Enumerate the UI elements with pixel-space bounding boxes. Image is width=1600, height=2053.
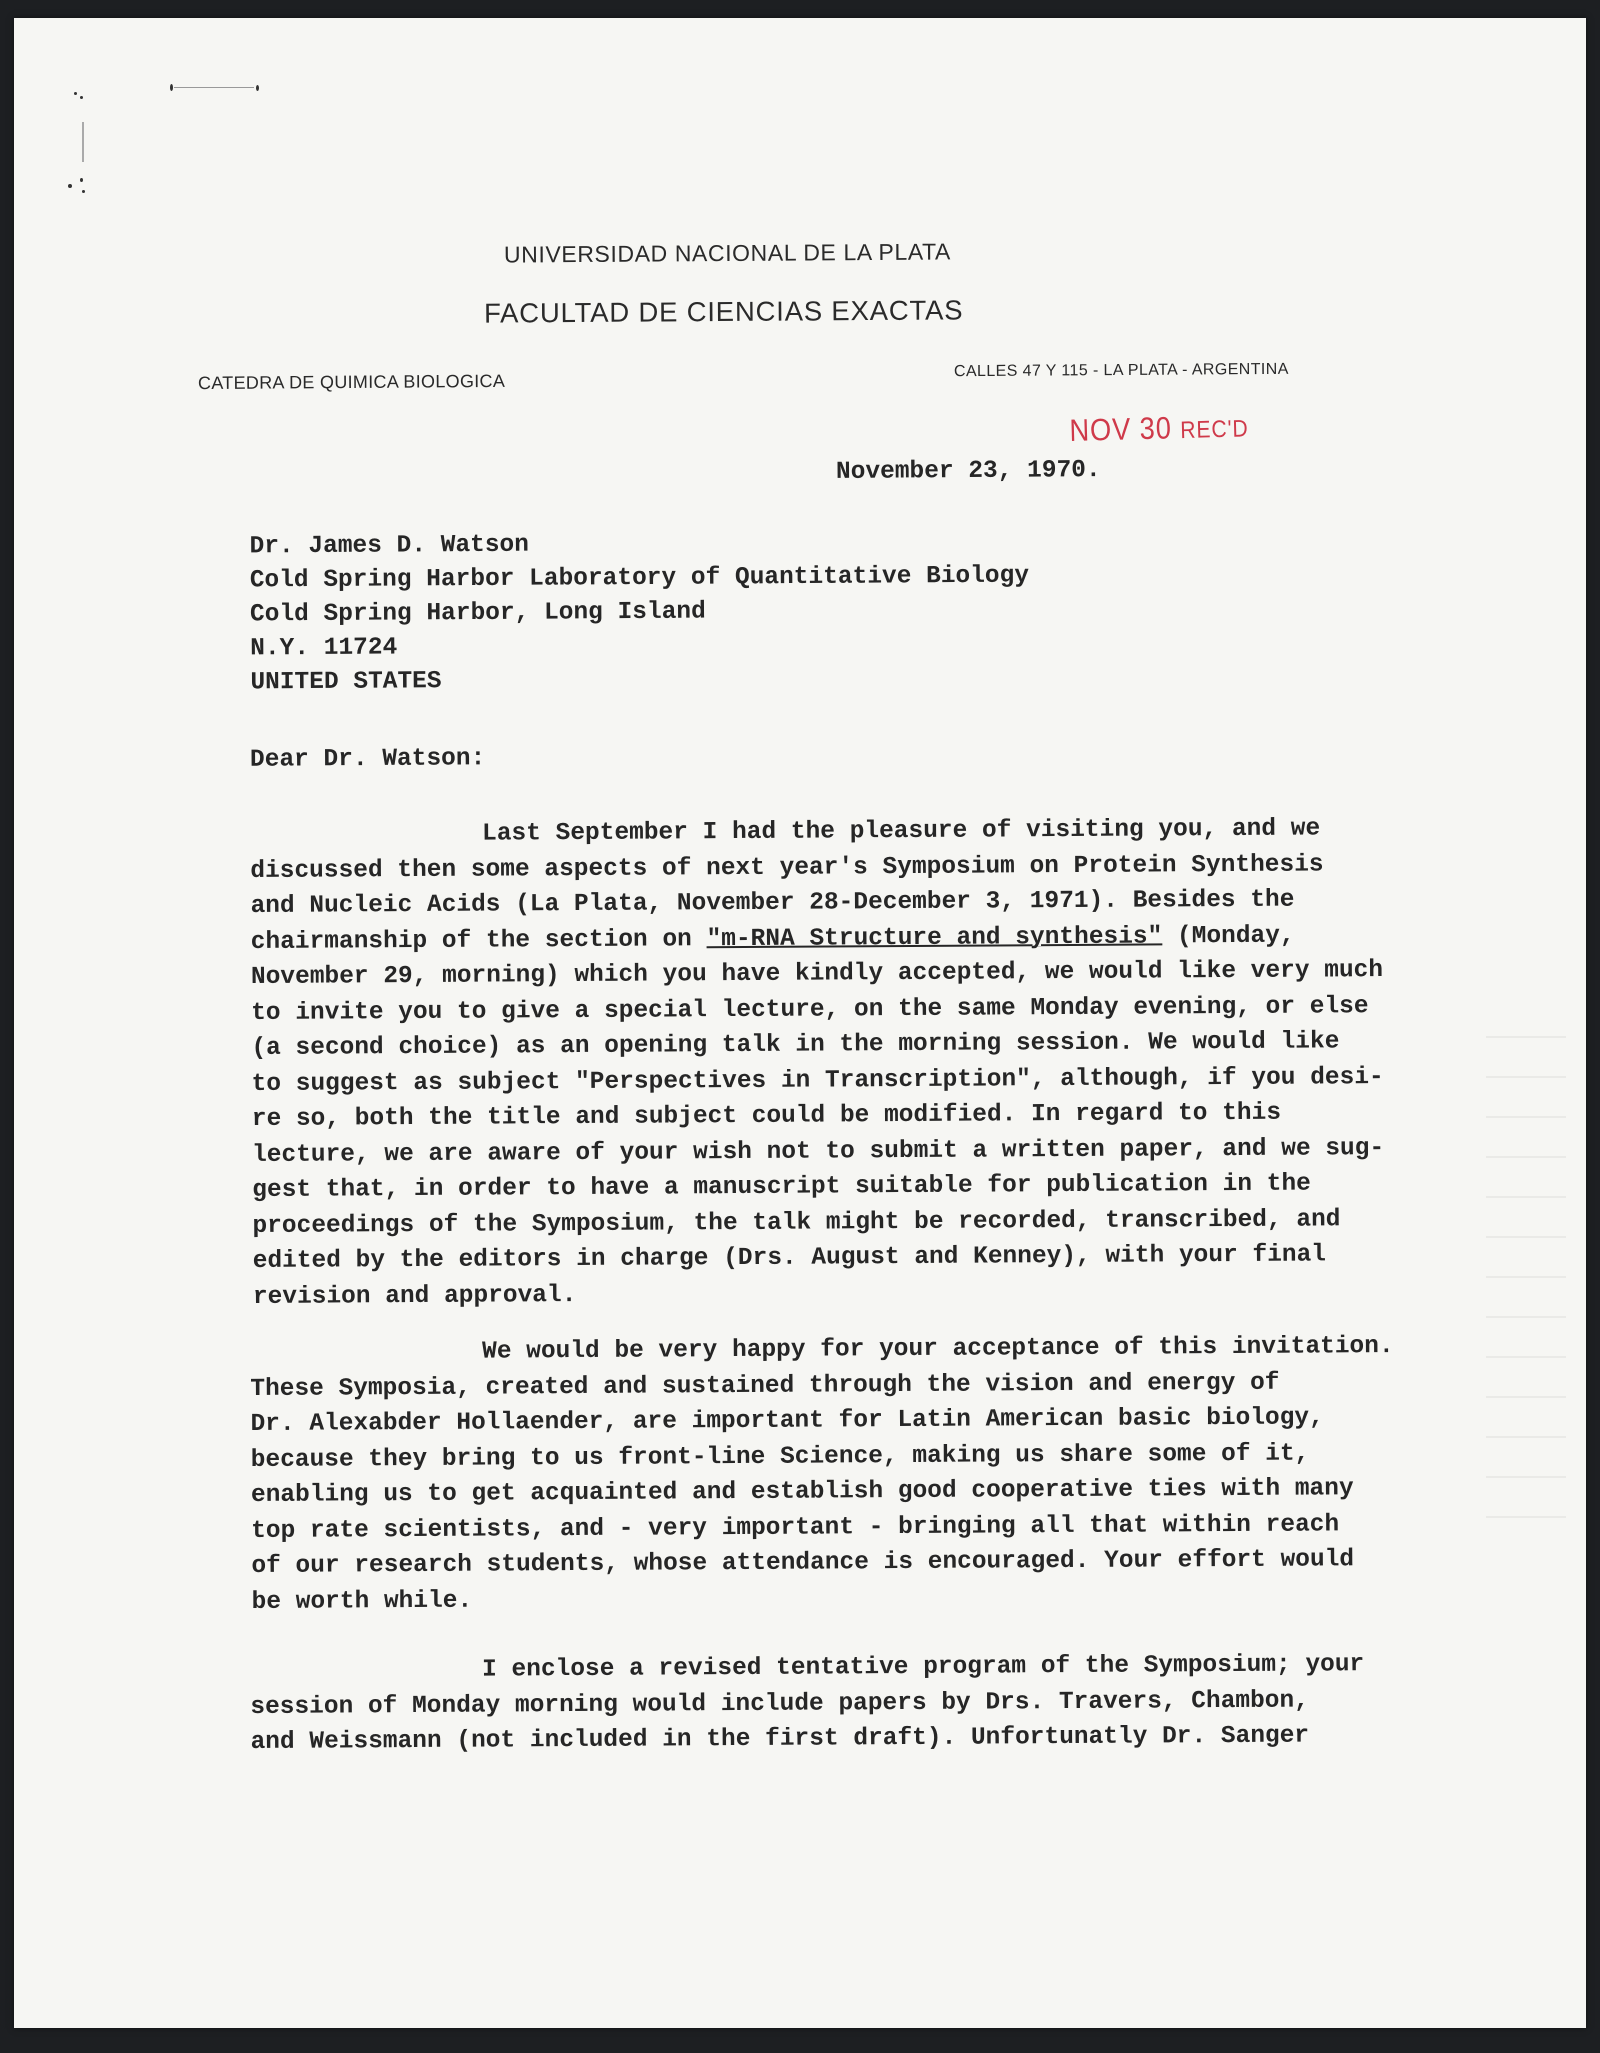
underlined-section-title: "m-RNA Structure and synthesis" xyxy=(706,922,1163,953)
text-line: November 29, morning) which you have kindly accepted, we would like very much xyxy=(250,957,1384,991)
punch-mark xyxy=(82,190,85,193)
text-line: I enclose a revised tentative program of the Symposium; your xyxy=(482,1651,1365,1684)
text-line: to suggest as subject "Perspectives in Transcription", although, if you desi- xyxy=(251,1063,1384,1098)
letter-page xyxy=(14,18,1586,2028)
punch-mark xyxy=(80,178,83,182)
stamp-date: NOV 30 xyxy=(1069,410,1173,448)
salutation: Dear Dr. Watson: xyxy=(249,745,486,774)
letterhead-department: CATEDRA DE QUIMICA BIOLOGICA xyxy=(197,370,506,394)
paragraph-1 xyxy=(250,811,1385,1315)
recipient-line: UNITED STATES xyxy=(250,668,442,697)
text-line: lecture, we are aware of your wish not to submit a written paper, and we sug- xyxy=(251,1134,1385,1169)
punch-mark xyxy=(256,85,259,91)
text-line: discussed then some aspects of next year's Symposium on Protein Synthesis xyxy=(250,850,1324,885)
punch-mark xyxy=(82,122,84,162)
text-line: re so, both the title and subject could be modified. In regard to this xyxy=(251,1099,1282,1133)
punch-mark xyxy=(174,87,254,88)
letter-date: November 23, 1970. xyxy=(835,457,1101,486)
text-line: Last September I had the pleasure of visiting you, and we xyxy=(482,815,1321,848)
text-line: because they bring to us front-line Science, making us share some of it, xyxy=(250,1440,1310,1474)
received-stamp xyxy=(1069,408,1249,449)
recipient-line: Dr. James D. Watson xyxy=(249,531,530,561)
text-line: of our research students, whose attendance is encouraged. Your effort would xyxy=(251,1546,1355,1580)
text-line: and Nucleic Acids (La Plata, November 28-December 3, 1971). Besides the xyxy=(250,886,1295,920)
text-line: enabling us to get acquainted and establish good cooperative ties with many xyxy=(250,1475,1354,1509)
text-line: to invite you to give a special lecture, on the same Monday evening, or else xyxy=(251,992,1369,1027)
letterhead-address: CALLES 47 Y 115 - LA PLATA - ARGENTINA xyxy=(953,360,1289,381)
punch-mark xyxy=(170,84,173,91)
text-line: be worth while. xyxy=(251,1587,473,1616)
text-line: revision and approval. xyxy=(252,1281,577,1311)
recipient-line: Cold Spring Harbor, Long Island xyxy=(249,598,706,629)
paragraph-3 xyxy=(250,1647,1365,1760)
letterhead-faculty: FACULTAD DE CIENCIAS EXACTAS xyxy=(483,294,964,329)
text-line: We would be very happy for your acceptance of this invitation. xyxy=(482,1333,1394,1366)
letterhead-university: UNIVERSIDAD NACIONAL DE LA PLATA xyxy=(503,238,952,268)
paragraph-2 xyxy=(250,1329,1395,1620)
recipient-line: N.Y. 11724 xyxy=(250,634,398,663)
text-line: These Symposia, created and sustained through the vision and energy of xyxy=(250,1369,1280,1403)
recipient-address xyxy=(249,526,1029,701)
punch-mark xyxy=(74,92,77,95)
text-line: edited by the editors in charge (Drs. August and Kenney), with your final xyxy=(252,1241,1327,1275)
punch-mark xyxy=(80,96,83,99)
text-line: session of Monday morning would include papers by Drs. Travers, Chambon, xyxy=(250,1687,1309,1721)
text-segment: (Monday, xyxy=(1162,922,1295,950)
text-line: Dr. Alexabder Hollaender, are important for Latin American basic biology, xyxy=(250,1404,1324,1438)
text-line: proceedings of the Symposium, the talk might be recorded, transcribed, and xyxy=(252,1205,1341,1240)
text-line: gest that, in order to have a manuscript suitable for publication in the xyxy=(252,1170,1311,1204)
text-line: and Weissmann (not included in the first draft). Unfortunatly Dr. Sanger xyxy=(250,1722,1310,1756)
show-through-shadow xyxy=(1486,1018,1566,1518)
text-line: top rate scientists, and - very important - bringing all that within reach xyxy=(251,1510,1340,1545)
text-line: (a second choice) as an opening talk in the morning session. We would like xyxy=(251,1028,1340,1062)
stamp-label: REC'D xyxy=(1179,415,1249,445)
recipient-line: Cold Spring Harbor Laboratory of Quantitative Biology xyxy=(249,562,1030,595)
text-segment: chairmanship of the section on xyxy=(250,925,707,956)
punch-mark xyxy=(68,184,72,188)
